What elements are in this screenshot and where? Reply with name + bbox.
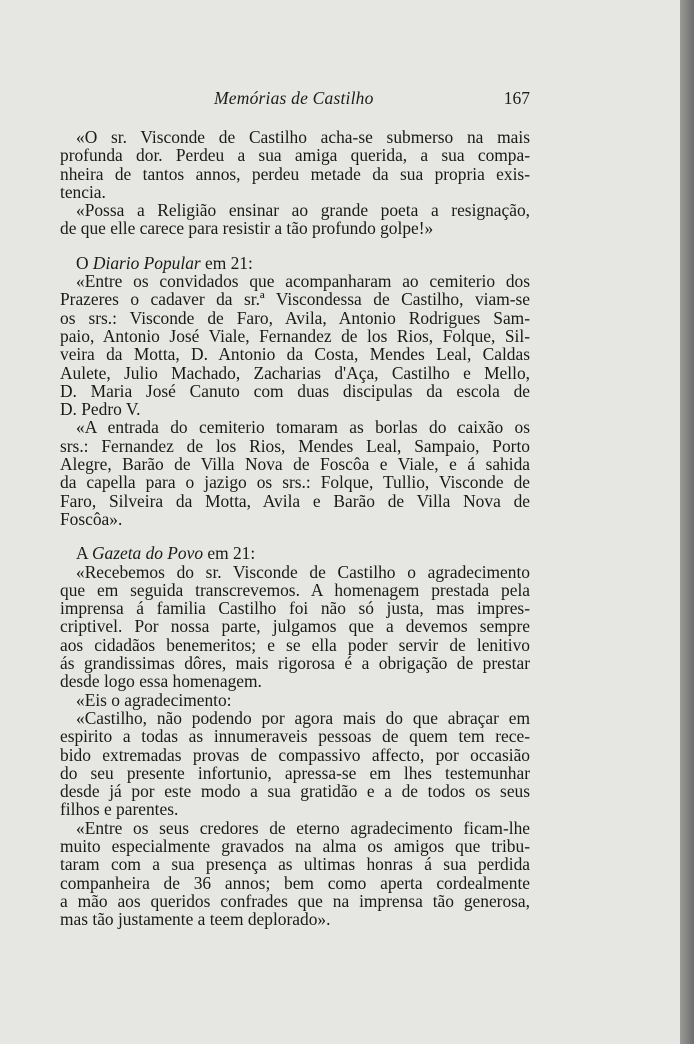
text-line: do seu presente infortunio, apressa-se em lhes testemunhar (60, 762, 530, 783)
paragraph (60, 201, 530, 238)
text-line: tencia. (60, 181, 106, 202)
body-text (60, 128, 530, 928)
text-line: profunda dor. Perdeu a sua amiga querida, a sua compa- (60, 145, 530, 166)
text-line: «Entre os seus credores de eterno agradecimento ficam-lhe (76, 817, 530, 838)
text-line: «O sr. Visconde de Castilho acha-se submerso na mais (76, 127, 530, 147)
text-line: bido extremadas provas de compassivo affecto, por occasião (60, 744, 530, 765)
text-line: muito especialmente gravados na alma os amigos que tribu- (60, 835, 530, 856)
paragraph-gap (60, 528, 530, 544)
text-line: criptivel. Por nossa parte, julgamos que a devemos sempre (60, 616, 530, 637)
paragraph (60, 272, 530, 418)
text-line: imprensa á familia Castilho foi não só justa, mas impres- (60, 598, 530, 619)
text-line: espirito a todas as innumeraveis pessoas de quem tem rece- (60, 726, 530, 747)
page-header (60, 88, 530, 114)
text-line: mas tão justamente a teem deplorado». (60, 909, 331, 930)
text-line (60, 254, 530, 272)
text-line: «Eis o agradecimento: (76, 689, 232, 710)
text-line: «A entrada do cemiterio tomaram as borlas do caixão os (76, 417, 530, 438)
paragraph-gap (60, 238, 530, 254)
text-line: D. Pedro V. (60, 399, 141, 420)
text-line: ás grandissimas dôres, mais rigorosa é a obrigação de prestar (60, 653, 530, 674)
text-line: «Castilho, não podendo por agora mais do que abraçar em (76, 707, 530, 728)
running-title: Memórias de Castilho (214, 88, 374, 108)
paragraph (60, 709, 530, 819)
text-line: taram com a sua presença as ultimas honras á sua perdida (60, 854, 530, 875)
text-line: «Recebemos do sr. Visconde de Castilho o agradecimento (76, 561, 530, 582)
text-line: paio, Antonio José Viale, Fernandez de los Rios, Folque, Sil- (60, 325, 530, 346)
text-line: Faro, Silveira da Motta, Avila e Barão de Villa Nova de (60, 490, 530, 511)
source-intro (60, 544, 530, 562)
text-line: «Possa a Religião ensinar ao grande poeta a resignação, (76, 200, 530, 221)
intro-prefix: O (76, 252, 93, 273)
paragraph (60, 563, 530, 691)
text-line: desde já por este modo a sua gratidão e a de todos os seus (60, 781, 530, 802)
paragraph (60, 819, 530, 929)
page-edge-shadow (680, 0, 694, 1044)
text-line: «Entre os convidados que acompanharam ao cemiterio dos (76, 271, 530, 292)
text-line: Foscôa». (60, 508, 123, 529)
text-line: os srs.: Visconde de Faro, Avila, Antonio Rodrigues Sam- (60, 307, 530, 328)
paragraph (60, 128, 530, 201)
text-line: nheira de tantos annos, perdeu metade da sua propria exis- (60, 163, 530, 184)
text-line: aos cidadãos benemeritos; e se ella poder servir de lenitivo (60, 634, 530, 655)
text-line: que em seguida transcrevemos. A homenagem prestada pela (60, 579, 530, 600)
page-number: 167 (503, 88, 530, 108)
text-line (60, 544, 530, 562)
intro-prefix: A (76, 543, 92, 564)
text-line: da capella para o jazigo os srs.: Folque, Tullio, Visconde de (60, 472, 530, 493)
text-line: a mão aos queridos confrades que na imprensa tão generosa, (60, 890, 530, 911)
intro-suffix: em 21: (203, 543, 256, 564)
text-line: de que elle carece para resistir a tão profundo golpe!» (60, 218, 434, 239)
text-line: filhos e parentes. (60, 799, 179, 820)
text-line: veira da Motta, D. Antonio da Costa, Mendes Leal, Caldas (60, 344, 530, 365)
paragraph (60, 691, 530, 709)
text-line: D. Maria José Canuto com duas discipulas da escola de (60, 380, 530, 401)
paragraph (60, 418, 530, 528)
source-intro (60, 254, 530, 272)
text-line: companheira de 36 annos; bem como aperta cordealmente (60, 872, 530, 893)
text-line: Alegre, Barão de Villa Nova de Foscôa e Viale, e á sahida (60, 454, 530, 475)
text-line: Prazeres o cadaver da sr.ª Viscondessa de Castilho, viam-se (60, 289, 530, 310)
newspaper-title: Gazeta do Povo (91, 543, 204, 564)
text-line: srs.: Fernandez de los Rios, Mendes Leal, Sampaio, Porto (60, 435, 530, 456)
intro-suffix: em 21: (200, 252, 253, 273)
text-line: Aulete, Julio Machado, Zacharias d'Aça, Castilho e Mello, (60, 362, 530, 383)
newspaper-title: Diario Popular (92, 252, 201, 273)
text-line: desde logo essa homenagem. (60, 671, 262, 692)
